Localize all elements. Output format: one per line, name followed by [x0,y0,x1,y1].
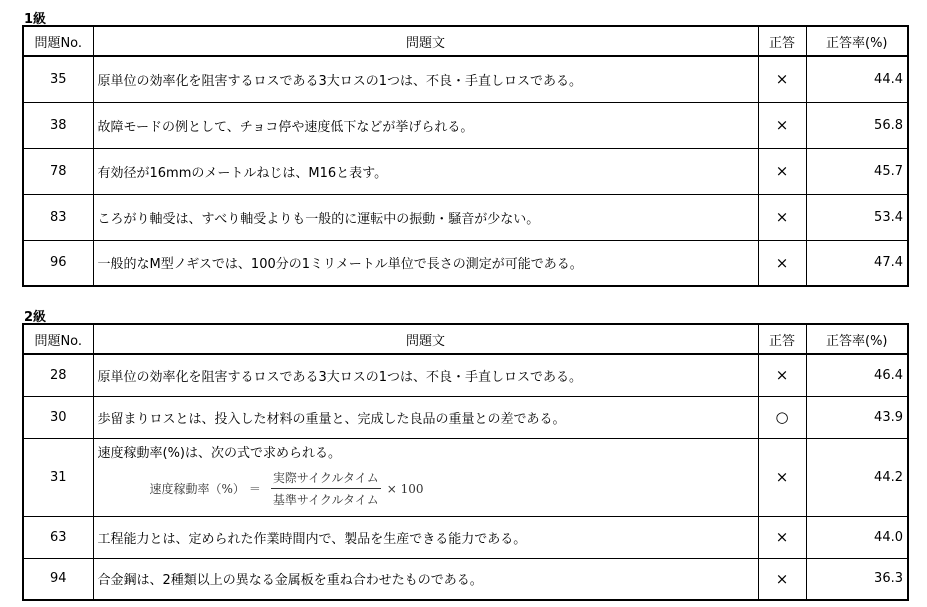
correct-rate: 56.8 [806,102,908,148]
correct-rate: 45.7 [806,148,908,194]
question-no: 30 [23,396,93,438]
table-row [23,354,908,396]
correct-rate: 44.2 [806,438,908,516]
header-text: 問題文 [93,26,758,56]
correct-answer: × [758,354,806,396]
results-table-grade2 [22,323,909,601]
question-text: 故障モードの例として、チョコ停や速度低下などが挙げられる。 [93,102,758,148]
formula [150,469,754,508]
question-cell-with-formula [93,438,758,516]
table-row [23,240,908,286]
question-no: 63 [23,516,93,558]
header-text: 問題文 [93,324,758,354]
table-header-row [23,26,908,56]
table-row [23,558,908,600]
section-label-grade2: 2級 [24,310,47,325]
correct-answer: × [758,194,806,240]
correct-answer: × [758,558,806,600]
question-text: 速度稼動率(%)は、次の式で求められる。 [97,446,341,461]
correct-answer: × [758,240,806,286]
question-text: 合金鋼は、2種類以上の異なる金属板を重ね合わせたものである。 [93,558,758,600]
formula-multiplier: × 100 [386,481,424,496]
header-rate: 正答率(%) [806,324,908,354]
correct-answer: × [758,102,806,148]
header-answer: 正答 [758,26,806,56]
table-row [23,438,908,516]
correct-rate: 47.4 [806,240,908,286]
formula-fraction [271,469,381,508]
formula-equals: ＝ [248,482,261,496]
question-no: 38 [23,102,93,148]
question-no: 96 [23,240,93,286]
question-text: 工程能力とは、定められた作業時間内で、製品を生産できる能力である。 [93,516,758,558]
question-no: 83 [23,194,93,240]
question-text: 有効径が16mmのメートルねじは、M16と表す。 [93,148,758,194]
formula-numerator: 実際サイクルタイム [271,469,381,489]
correct-answer: × [758,516,806,558]
correct-rate: 36.3 [806,558,908,600]
formula-denominator: 基準サイクルタイム [272,493,379,507]
question-text: 原単位の効率化を阻害するロスである3大ロスの1つは、不良・手直しロスである。 [93,56,758,102]
question-no: 28 [23,354,93,396]
correct-rate: 44.4 [806,56,908,102]
question-text: 一般的なM型ノギスでは、100分の1ミリメートル単位で長さの測定が可能である。 [93,240,758,286]
correct-rate: 44.0 [806,516,908,558]
correct-answer: × [758,56,806,102]
table-row [23,102,908,148]
section-label-grade1: 1級 [24,12,47,27]
correct-rate: 53.4 [806,194,908,240]
header-no: 問題No. [23,26,93,56]
question-text: 歩留まりロスとは、投入した材料の重量と、完成した良品の重量との差である。 [93,396,758,438]
correct-answer: ○ [758,396,806,438]
question-no: 94 [23,558,93,600]
question-no: 35 [23,56,93,102]
formula-lhs: 速度稼動率（%） [149,482,245,496]
correct-answer: × [758,438,806,516]
correct-answer: × [758,148,806,194]
table-row [23,396,908,438]
table-row [23,194,908,240]
question-no: 78 [23,148,93,194]
correct-rate: 46.4 [806,354,908,396]
question-text: 原単位の効率化を阻害するロスである3大ロスの1つは、不良・手直しロスである。 [93,354,758,396]
question-text: ころがり軸受は、すべり軸受よりも一般的に運転中の振動・騒音が少ない。 [93,194,758,240]
table-row [23,148,908,194]
question-no: 31 [23,438,93,516]
table-header-row [23,324,908,354]
results-table-grade1 [22,25,909,287]
table-row [23,56,908,102]
correct-rate: 43.9 [806,396,908,438]
table-row [23,516,908,558]
header-rate: 正答率(%) [806,26,908,56]
header-no: 問題No. [23,324,93,354]
header-answer: 正答 [758,324,806,354]
